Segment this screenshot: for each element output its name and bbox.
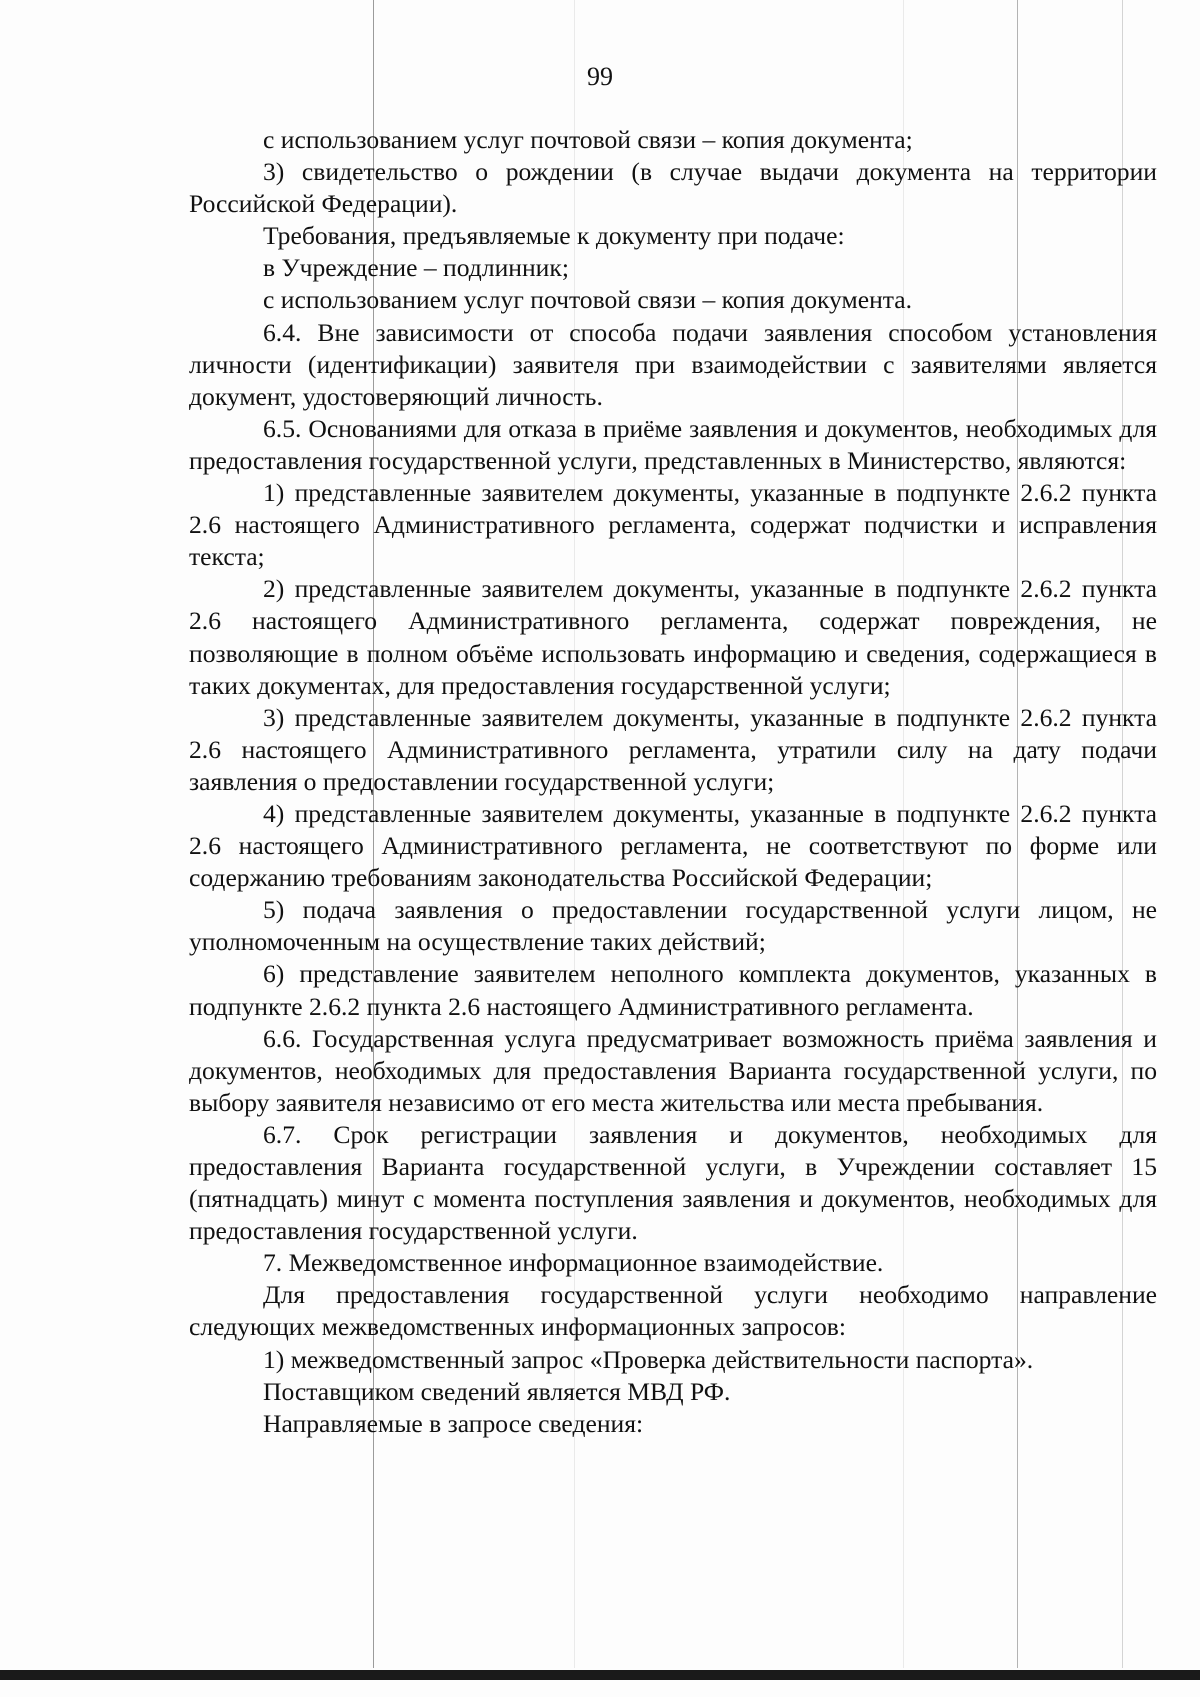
paragraph: 6.6. Государственная услуга предусматривает возможность приёма заявления и документов, необходимых для предоставления Варианта государственной услуги, по выбору заявителя независимо от его места жительства или места пребывания. (189, 1023, 1157, 1117)
page-number: 99 (587, 62, 613, 91)
paragraph: Направляемые в запросе сведения: (263, 1408, 644, 1438)
paragraph: Требования, предъявляемые к документу при подаче: (263, 221, 845, 251)
paragraph: 4) представленные заявителем документы, указанные в подпункте 2.6.2 пункта 2.6 настоящего Административного регламента, не соответствуют по форме или содержанию требованиям законодательства Российской Федерации; (189, 798, 1157, 893)
paragraph: Для предоставления государственной услуги необходимо направление следующих межведомственных информационных запросов: (189, 1280, 1157, 1342)
document-body (189, 124, 1157, 1440)
paragraph: в Учреждение – подлинник; (263, 253, 569, 283)
scan-bottom-edge (0, 1670, 1200, 1680)
paragraph: 6) представление заявителем неполного комплекта документов, указанных в подпункте 2.6.2 пункта 2.6 настоящего Административного регламента. (189, 959, 1157, 1021)
paragraph: 6.7. Срок регистрации заявления и документов, необходимых для предоставления Варианта государственной услуги, в Учреждении составляет 15 (пятнадцать) минут с момента поступления заявления и документов, необходимых для предоставления государственной услуги. (189, 1119, 1157, 1246)
paragraph: 3) свидетельство о рождении (в случае выдачи документа на территории Российской Федерации). (189, 157, 1157, 219)
paragraph: 6.5. Основаниями для отказа в приёме заявления и документов, необходимых для предоставления государственной услуги, представленных в Министерство, являются: (189, 413, 1157, 475)
paragraph: 3) представленные заявителем документы, указанные в подпункте 2.6.2 пункта 2.6 настоящего Административного регламента, утратили силу на дату подачи заявления о предоставлении государственной услуги; (189, 702, 1157, 796)
paragraph: Поставщиком сведений является МВД РФ. (263, 1376, 731, 1406)
paragraph: 1) межведомственный запрос «Проверка действительности паспорта». (263, 1344, 1034, 1374)
paragraph: 1) представленные заявителем документы, указанные в подпункте 2.6.2 пункта 2.6 настоящего Административного регламента, содержат подчистки и исправления текста; (189, 478, 1157, 572)
paragraph: 5) подача заявления о предоставлении государственной услуги лицом, не уполномоченным на осуществление таких действий; (189, 895, 1157, 957)
paragraph: 2) представленные заявителем документы, указанные в подпункте 2.6.2 пункта 2.6 настоящего Административного регламента, содержат повреждения, не позволяющие в полном объёме использовать информацию и сведения, содержащиеся в таких документах, для предоставления государственной услуги; (189, 574, 1157, 700)
paragraph: с использованием услуг почтовой связи – копия документа; (263, 125, 913, 154)
paragraph: 6.4. Вне зависимости от способа подачи заявления способом установления личности (идентификации) заявителя при взаимодействии с заявителями является документ, удостоверяющий личность. (189, 317, 1157, 411)
paragraph: с использованием услуг почтовой связи – копия документа. (263, 285, 913, 315)
paragraph: 7. Межведомственное информационное взаимодействие. (263, 1248, 884, 1278)
